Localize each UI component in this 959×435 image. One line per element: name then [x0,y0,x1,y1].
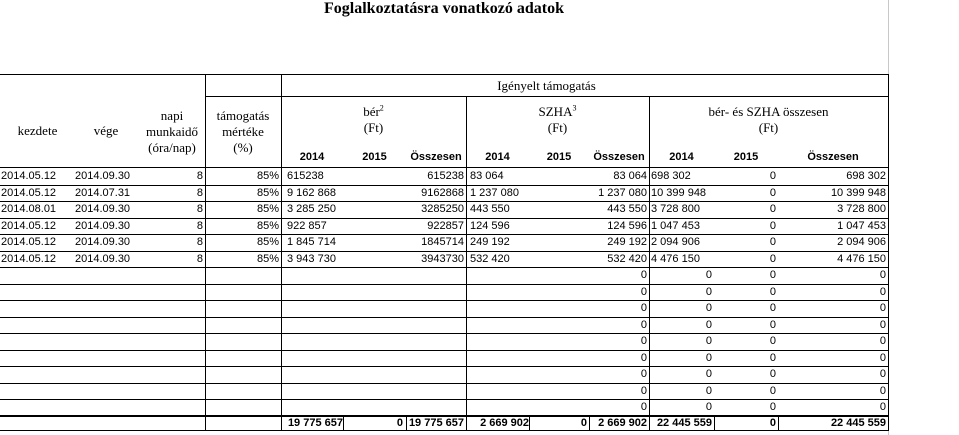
table-cell: 2014.09.30 [75,203,131,215]
table-cell: 0 [640,302,647,314]
table-cell: 10 399 948 [830,186,886,199]
total-cell: 0 [769,417,776,429]
header-year-2: Összesen [410,151,462,163]
table-cell: 85% [256,252,279,265]
table-cell: 0 [879,302,886,314]
header-year-1: 2015 [362,151,387,163]
table-cell: 0 [879,384,886,397]
header-szha [466,104,649,120]
table-cell: 85% [256,203,279,215]
total-cell: 19 775 657 [287,417,343,429]
table-cell: 8 [196,186,203,199]
header-year-3: 2014 [485,151,510,163]
table-cell: 1 237 080 [470,186,519,199]
table-cell: 2014.05.12 [1,170,57,182]
table-cell: 615238 [287,170,324,182]
header-ber-sup: 2 [379,103,384,113]
table-cell: 0 [879,335,886,347]
table-cell: 3 285 250 [287,203,336,215]
table-cell: 0 [769,368,776,380]
table-cell: 0 [769,335,776,347]
header-kezdete: kezdete [17,123,58,138]
table-cell: 0 [640,285,647,298]
table-cell: 0 [879,318,886,331]
table-cell: 1 845 714 [287,236,336,248]
table-cell: 0 [879,351,886,364]
table-cell: 0 [769,170,776,182]
table-cell: 8 [196,203,203,215]
table-cell: 0 [769,186,776,199]
table-cell: 443 550 [607,203,647,215]
table-cell: 532 420 [470,252,510,265]
header-year-6: 2014 [669,151,694,163]
table-cell: 10 399 948 [651,186,707,199]
table-cell: 1 047 453 [837,219,886,232]
header-szha-sup: 3 [572,103,577,113]
total-cell: 19 775 657 [408,417,464,429]
header-napi-3: (óra/nap) [148,140,196,155]
table-cell: 4 476 150 [837,252,886,265]
table-cell: 0 [769,269,776,281]
table-cell: 0 [705,285,712,298]
table-cell: 8 [196,252,203,265]
table-cell: 2014.07.31 [75,186,131,199]
table-cell: 0 [640,269,647,281]
table-cell: 9162868 [421,186,464,199]
table-cell: 1845714 [421,236,464,248]
table-cell: 0 [640,351,647,364]
table-cell: 0 [769,318,776,331]
table-cell: 2014.05.12 [1,252,57,265]
table-cell: 443 550 [470,203,510,215]
header-osszesen: bér- és SZHA összesen [708,104,829,119]
table-cell: 0 [640,401,647,413]
table-cell: 124 596 [607,219,647,232]
header-szha-unit: (Ft) [547,120,568,135]
table-cell: 0 [879,368,886,380]
table-cell: 0 [879,285,886,298]
table-cell: 9 162 868 [287,186,336,199]
header-tamogatas-3: (%) [233,140,253,155]
header-ber-label: bér [363,104,380,119]
table-cell: 85% [256,236,279,248]
header-year-4: 2015 [546,151,572,163]
table-cell: 2014.05.12 [1,186,57,199]
header-vege: vége [93,123,119,138]
table-cell: 2 094 906 [837,236,886,248]
table-cell: 0 [705,335,712,347]
header-year-5: Összesen [593,151,645,163]
table-cell: 0 [769,285,776,298]
table-cell: 83 064 [613,170,647,182]
total-cell: 22 445 559 [656,417,712,429]
table-cell: 698 302 [651,170,691,182]
table-cell: 0 [769,384,776,397]
header-ber-unit: (Ft) [363,120,384,135]
table-cell: 3 728 800 [651,203,700,215]
table-cell: 615238 [427,170,464,182]
table-cell: 0 [705,302,712,314]
header-year-0: 2014 [299,151,325,163]
page-title: Foglalkoztatásra vonatkozó adatok [324,0,564,17]
table-cell: 0 [640,384,647,397]
header-napi-2: munkaidő [146,124,198,139]
table-cell: 0 [705,351,712,364]
table-cell: 85% [256,170,279,182]
table-cell: 85% [256,219,279,232]
table-cell: 3 728 800 [837,203,886,215]
table-cell: 2014.09.30 [75,170,131,182]
table-cell: 922857 [427,219,464,232]
total-cell: 2 669 902 [480,417,529,429]
table-cell: 2014.09.30 [75,252,131,265]
header-group-igenyelt: Igényelt támogatás [497,78,596,93]
table-cell: 1 047 453 [651,219,700,232]
table-cell: 8 [196,170,203,182]
table-cell: 0 [640,318,647,331]
table-cell: 0 [705,269,712,281]
table-cell: 0 [705,318,712,331]
table-cell: 124 596 [470,219,510,232]
header-napi-1: napi [160,108,184,123]
table-cell: 249 192 [607,236,647,248]
table-cell: 0 [879,269,886,281]
table-cell: 3 943 730 [287,252,336,265]
table-cell: 2014.09.30 [75,236,131,248]
table-cell: 0 [769,401,776,413]
total-cell: 0 [580,417,587,429]
total-cell: 0 [396,417,403,429]
header-tamogatas-2: mértéke [222,124,264,139]
table-cell: 0 [769,219,776,232]
table-cell: 249 192 [470,236,510,248]
table-cell: 83 064 [470,170,504,182]
table-cell: 0 [769,203,776,215]
table-cell: 0 [705,368,712,380]
table-cell: 2014.05.12 [1,219,57,232]
header-tamogatas-1: támogatás [216,108,270,123]
table-cell: 0 [769,302,776,314]
table-cell: 85% [256,186,279,199]
table-cell: 3943730 [421,252,464,265]
table-cell: 0 [769,351,776,364]
table-cell: 1 237 080 [598,186,647,199]
table-cell: 8 [196,236,203,248]
table-cell: 922 857 [287,219,327,232]
table-cell: 0 [879,401,886,413]
table-cell: 0 [705,384,712,397]
table-cell: 532 420 [607,252,647,265]
table-cell: 698 302 [846,170,886,182]
total-cell: 2 669 902 [598,417,647,429]
header-ber [281,104,466,120]
table-cell: 2014.09.30 [75,219,131,232]
table-cell: 0 [705,401,712,413]
table-cell: 4 476 150 [651,252,700,265]
header-year-7: 2015 [733,151,759,163]
table-cell: 2014.05.12 [1,236,57,248]
table-cell: 2014.08.01 [1,203,57,215]
header-year-8: Összesen [807,151,859,163]
table-cell: 0 [769,236,776,248]
table-cell: 2 094 906 [651,236,700,248]
total-cell: 22 445 559 [830,417,886,429]
table-cell: 3285250 [421,203,464,215]
header-osszesen-unit: (Ft) [758,120,779,135]
table-cell: 8 [196,219,203,232]
table-cell: 0 [640,368,647,380]
table-cell: 0 [769,252,776,265]
header-szha-label: SZHA [538,104,573,119]
table-cell: 0 [640,335,647,347]
